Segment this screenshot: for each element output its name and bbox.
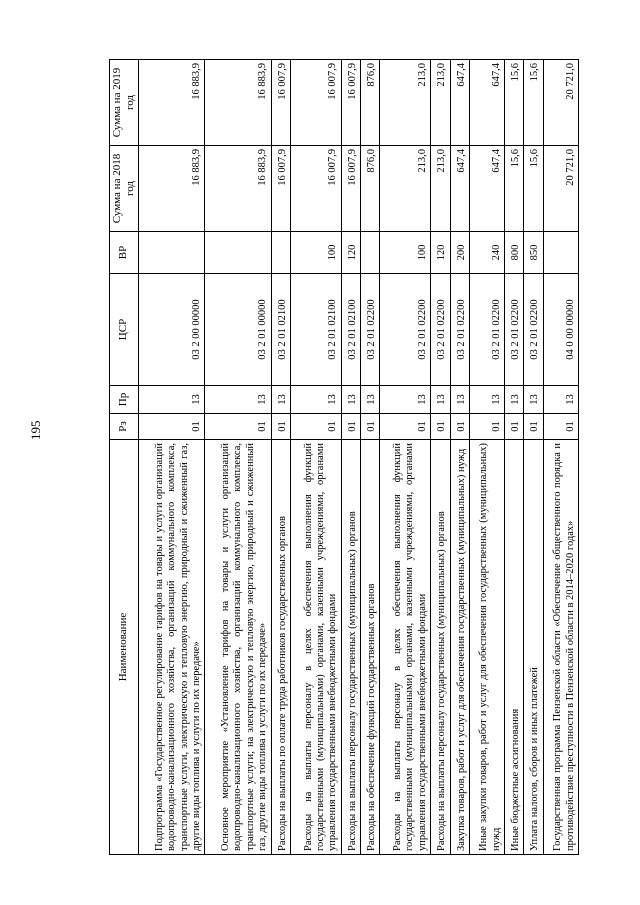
- row-rz: 01: [380, 414, 431, 440]
- table-row: [524, 60, 543, 855]
- row-sum-2018: 16 883,9: [205, 146, 271, 232]
- row-name: Уплата налогов, сборов и иных платежей: [524, 440, 543, 855]
- row-sum-2018: 876,0: [361, 146, 380, 232]
- row-pr: 13: [138, 386, 204, 414]
- row-csr: 03 2 01 02200: [431, 274, 450, 386]
- row-csr: 03 2 01 02200: [380, 274, 431, 386]
- row-vr: 120: [431, 232, 450, 274]
- table-row: [504, 60, 523, 855]
- row-sum-2019: 16 007,9: [341, 60, 360, 146]
- row-sum-2018: 15,6: [524, 146, 543, 232]
- budget-table: [109, 59, 579, 855]
- row-sum-2018: 15,6: [504, 146, 523, 232]
- table-row: [341, 60, 360, 855]
- header-sum-2018: Сумма на 2018 год: [110, 146, 139, 232]
- row-sum-2019: 15,6: [504, 60, 523, 146]
- row-sum-2018: 16 007,9: [341, 146, 360, 232]
- table-row: [271, 60, 290, 855]
- row-sum-2019: 213,0: [431, 60, 450, 146]
- row-csr: 03 2 01 02200: [469, 274, 504, 386]
- row-pr: 13: [341, 386, 360, 414]
- table-row: [469, 60, 504, 855]
- table-body: [138, 60, 578, 855]
- row-sum-2019: 876,0: [361, 60, 380, 146]
- row-pr: 13: [469, 386, 504, 414]
- row-sum-2018: 647,4: [450, 146, 469, 232]
- row-sum-2019: 647,4: [450, 60, 469, 146]
- row-sum-2019: 16 883,9: [205, 60, 271, 146]
- budget-table-rotated: [109, 60, 579, 855]
- row-sum-2018: 213,0: [431, 146, 450, 232]
- row-rz: 01: [450, 414, 469, 440]
- row-rz: 01: [469, 414, 504, 440]
- row-sum-2019: 16 007,9: [271, 60, 290, 146]
- row-vr: [138, 232, 204, 274]
- table-row: [450, 60, 469, 855]
- page-number: 195: [28, 420, 43, 440]
- row-sum-2018: 213,0: [380, 146, 431, 232]
- header-pr: Пр: [110, 386, 139, 414]
- row-pr: 13: [290, 386, 341, 414]
- row-vr: [361, 232, 380, 274]
- row-vr: 120: [341, 232, 360, 274]
- header-sum-2019: Сумма на 2019 год: [110, 60, 139, 146]
- row-sum-2019: 213,0: [380, 60, 431, 146]
- row-csr: 03 2 01 02100: [341, 274, 360, 386]
- row-csr: 03 2 01 02100: [290, 274, 341, 386]
- row-pr: 13: [543, 386, 578, 414]
- row-rz: 01: [271, 414, 290, 440]
- row-vr: 240: [469, 232, 504, 274]
- row-vr: 100: [380, 232, 431, 274]
- row-pr: 13: [504, 386, 523, 414]
- row-sum-2018: 16 007,9: [271, 146, 290, 232]
- row-csr: 03 2 01 02200: [450, 274, 469, 386]
- row-sum-2018: 16 883,9: [138, 146, 204, 232]
- row-vr: 200: [450, 232, 469, 274]
- row-name: Расходы на выплаты персоналу в целях обеспечения выполнения функций государственными (муниципальными) органами, казенными учреждениями, органами управления государственными внебюджетными фондами: [380, 440, 431, 855]
- row-name: Расходы на выплаты по оплате труда работников государственных органов: [271, 440, 290, 855]
- row-pr: 13: [524, 386, 543, 414]
- header-csr: ЦСР: [110, 274, 139, 386]
- row-rz: 01: [431, 414, 450, 440]
- row-vr: [205, 232, 271, 274]
- row-pr: 13: [361, 386, 380, 414]
- row-name: Государственная программа Пензенской области «Обеспечение общественного порядка и противодействие преступности в Пензенской области в 2014–2020 годах»: [543, 440, 578, 855]
- row-csr: 03 2 01 00000: [205, 274, 271, 386]
- table-row: [138, 60, 204, 855]
- row-csr: 03 2 00 00000: [138, 274, 204, 386]
- row-name: Расходы на обеспечение функций государственных органов: [361, 440, 380, 855]
- row-vr: 800: [504, 232, 523, 274]
- row-name: Расходы на выплаты персоналу государственных (муниципальных) органов: [431, 440, 450, 855]
- row-name: Расходы на выплаты персоналу государственных (муниципальных) органов: [341, 440, 360, 855]
- row-pr: 13: [431, 386, 450, 414]
- row-csr: 04 0 00 00000: [543, 274, 578, 386]
- row-pr: 13: [271, 386, 290, 414]
- header-rz: Рз: [110, 414, 139, 440]
- row-name: Расходы на выплаты персоналу в целях обеспечения выполнения функций государственными (муниципальными) органами, казенными учреждениями, органами управления государственными внебюджетными фондами: [290, 440, 341, 855]
- row-name: Закупка товаров, работ и услуг для обеспечения государственных (муниципальных) нужд: [450, 440, 469, 855]
- row-sum-2018: 20 721,0: [543, 146, 578, 232]
- row-csr: 03 2 01 02200: [524, 274, 543, 386]
- table-row: [205, 60, 271, 855]
- row-rz: 01: [205, 414, 271, 440]
- row-sum-2019: 16 883,9: [138, 60, 204, 146]
- table-row: [361, 60, 380, 855]
- row-vr: 100: [290, 232, 341, 274]
- row-sum-2018: 16 007,9: [290, 146, 341, 232]
- table-row: [290, 60, 341, 855]
- row-name: Иные бюджетные ассигнования: [504, 440, 523, 855]
- row-sum-2019: 20 721,0: [543, 60, 578, 146]
- row-name: Иные закупки товаров, работ и услуг для обеспечения государственных (муниципальных) нужд: [469, 440, 504, 855]
- row-pr: 13: [450, 386, 469, 414]
- row-csr: 03 2 01 02100: [271, 274, 290, 386]
- table-header: [110, 60, 139, 855]
- row-sum-2019: 15,6: [524, 60, 543, 146]
- table-row: [380, 60, 431, 855]
- row-pr: 13: [205, 386, 271, 414]
- row-rz: 01: [524, 414, 543, 440]
- table-row: [543, 60, 578, 855]
- row-csr: 03 2 01 02200: [361, 274, 380, 386]
- row-vr: [271, 232, 290, 274]
- table-row: [431, 60, 450, 855]
- row-pr: 13: [380, 386, 431, 414]
- row-rz: 01: [504, 414, 523, 440]
- row-vr: 850: [524, 232, 543, 274]
- row-rz: 01: [138, 414, 204, 440]
- row-rz: 01: [543, 414, 578, 440]
- header-name: Наименование: [110, 440, 139, 855]
- row-name: Основное мероприятие «Установление тарифов на товары и услуги организаций водопроводно-канализационного хозяйства, организаций коммунального комплекса, транспортные услуги; на электрическую и тепловую энергию, природный и сжиженный газ, другие виды топлива и услуги по их передаче»: [205, 440, 271, 855]
- row-sum-2019: 16 007,9: [290, 60, 341, 146]
- row-rz: 01: [341, 414, 360, 440]
- header-vr: ВР: [110, 232, 139, 274]
- row-vr: [543, 232, 578, 274]
- row-sum-2019: 647,4: [469, 60, 504, 146]
- row-name: Подпрограмма «Государственное регулирование тарифов на товары и услуги организаций водопроводно-канализационного хозяйства, организаций коммунального комплекса, транспортные услуги, электрическую и тепловую энергию, природный и сжиженный газ, другие виды топлива и услуги по их передаче»: [138, 440, 204, 855]
- row-rz: 01: [361, 414, 380, 440]
- row-csr: 03 2 01 02200: [504, 274, 523, 386]
- row-sum-2018: 647,4: [469, 146, 504, 232]
- header-row: [110, 60, 139, 855]
- row-rz: 01: [290, 414, 341, 440]
